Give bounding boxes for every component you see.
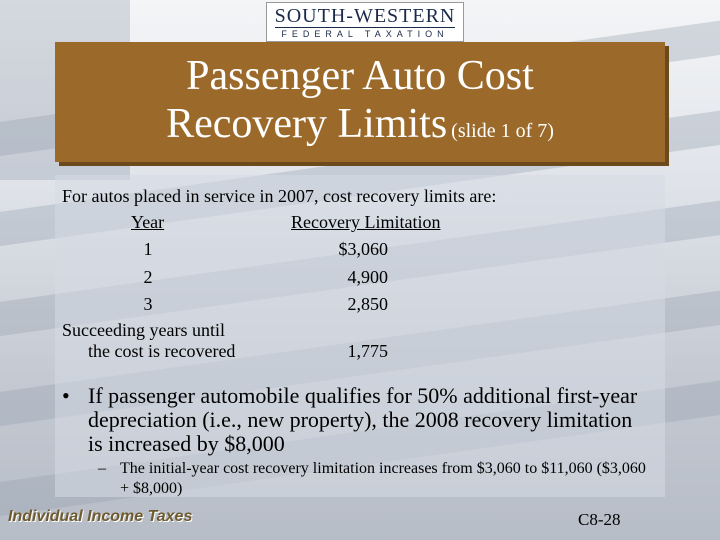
succeeding-label-line1: Succeeding years until [62,320,225,340]
bullet-point [62,384,652,456]
table-year: 2 [143,267,153,287]
table-header-year: Year [131,212,165,232]
sub-bullet [98,459,658,499]
logo-line1: SOUTH-WESTERN [274,5,456,27]
title-line1: Passenger Auto Cost [186,53,534,99]
footer-course-title: Individual Income Taxes [8,508,193,525]
title-box [55,42,665,162]
table-year: 1 [143,239,153,259]
title-line2: Recovery Limits [166,101,448,147]
logo-line2: FEDERAL TAXATION [281,29,449,39]
title-suffix: (slide 1 of 7) [451,120,554,142]
sub-bullet-text: The initial-year cost recovery limitation increases from $3,060 to $11,060 ($3,060 + $8,000) [120,460,646,497]
succeeding-label-line2: the cost is recovered [88,341,236,361]
table-limit: 2,850 [347,294,388,314]
publisher-logo [266,2,464,42]
table-limit: 4,900 [347,267,388,287]
bullet-marker: • [62,383,70,408]
table-limit: $3,060 [338,239,388,259]
table-header-limit: Recovery Limitation [291,212,441,232]
intro-text: For autos placed in service in 2007, cost recovery limits are: [62,186,497,206]
slide-title [55,52,665,148]
bullet-text: If passenger automobile qualifies for 50% additional first-year depreciation (i.e., new property), the 2008 recovery limitation is increased by $8,000 [88,383,638,456]
succeeding-limit: 1,775 [347,341,388,361]
table-year: 3 [143,294,153,314]
sub-bullet-marker: – [98,460,106,477]
footer-slide-number: C8-28 [578,510,621,529]
